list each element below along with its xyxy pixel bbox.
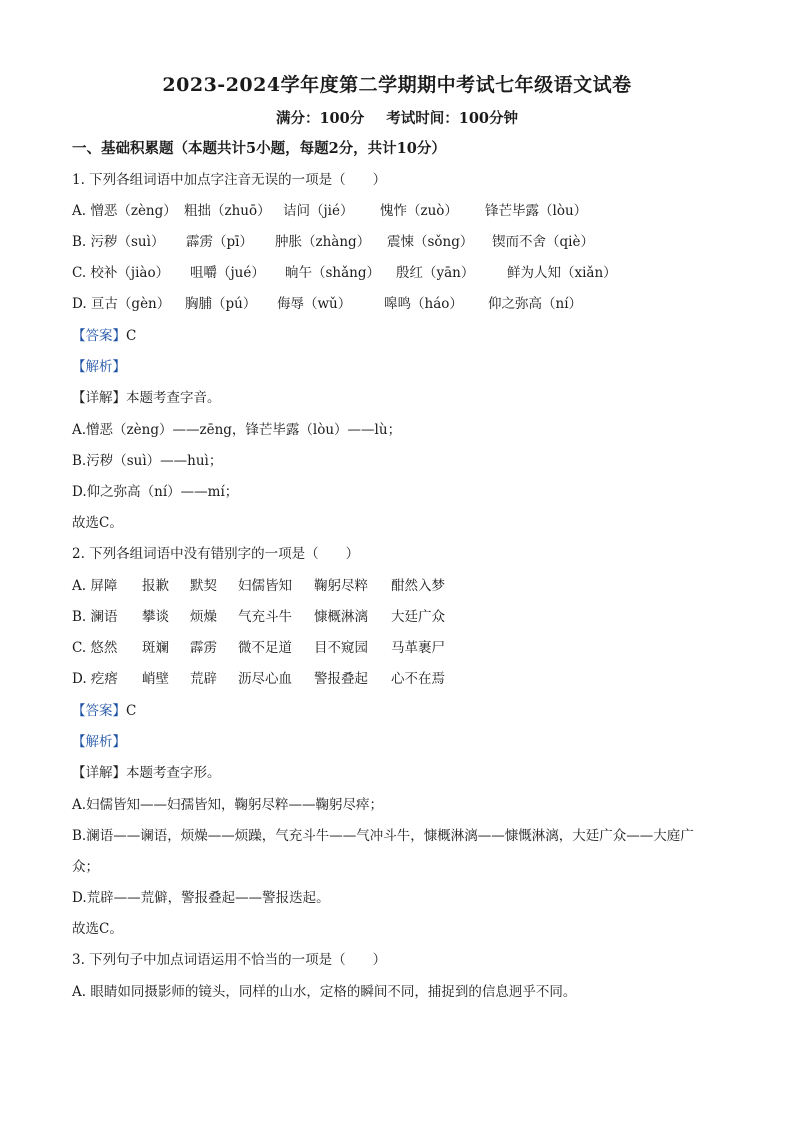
section-heading: 一、基础积累题（本题共计5小题，每题2分，共计10分） (72, 140, 446, 157)
q1-c-4: 殷红（yān） (396, 265, 475, 281)
q1-explain-2: B.污秽（suì）——huì； (72, 453, 223, 469)
q2-a-1: A. 屏障 (72, 578, 118, 594)
q1-b-4: 震悚（sǒng） (387, 234, 474, 250)
q2-explain-2-cont: 众； (72, 859, 99, 875)
q1-c-1: C. 校补（jiào） (72, 265, 170, 281)
q2-c-2: 斑斓 (142, 640, 169, 656)
q2-c-4: 微不足道 (238, 640, 292, 656)
q1-answer-tag: 【答案】 (72, 328, 126, 344)
q2-analysis-tag: 【解析】 (72, 734, 126, 750)
q2-b-5: 慷概淋漓 (314, 609, 368, 625)
q1-b-2: 霹雳（pī） (186, 234, 253, 250)
q2-b-4: 气充斗牛 (238, 609, 292, 625)
q2-option-b (72, 607, 445, 627)
q1-d-2: 胸脯（pú） (185, 296, 257, 312)
q1-c-2: 咀嚼（jué） (190, 265, 265, 281)
q2-b-1: B. 澜语 (72, 609, 118, 625)
q2-c-1: C. 悠然 (72, 640, 118, 656)
q2-explain-3: D.荒辟——荒僻，警报叠起——警报迭起。 (72, 890, 330, 906)
q2-explain-2: B.澜语——谰语，烦燥——烦躁，气充斗牛——气冲斗牛，慷概淋漓——慷慨淋漓，大廷广众——大庭广 (72, 828, 694, 844)
q1-answer (72, 326, 136, 346)
q1-b-3: 肿胀（zhàng） (275, 234, 371, 250)
q2-d-1: D. 疙瘩 (72, 671, 118, 687)
q1-explain-1: A.憎恶（zèng）——zēng，锋芒毕露（lòu）——lù； (72, 422, 402, 438)
q1-d-5: 仰之弥高（ní） (488, 296, 583, 312)
q2-b-6: 大廷广众 (391, 609, 445, 625)
q2-a-3: 默契 (190, 578, 217, 594)
q2-d-6: 心不在焉 (391, 671, 445, 687)
q1-answer-value: C (126, 328, 137, 344)
q2-d-5: 警报叠起 (314, 671, 368, 687)
q1-a-3: 诘问（jié） (283, 203, 354, 219)
q2-answer (72, 701, 136, 721)
q2-a-4: 妇儒皆知 (238, 578, 292, 594)
q1-a-1: A. 憎恶（zèng） (72, 203, 177, 219)
q2-answer-value: C (126, 703, 137, 719)
q1-a-5: 锋芒毕露（lòu） (485, 203, 588, 219)
q2-option-a (72, 576, 445, 596)
q2-answer-tag: 【答案】 (72, 703, 126, 719)
q1-b-5: 锲而不舍（qiè） (492, 234, 594, 250)
exam-title: 2023-2024学年度第二学期期中考试七年级语文试卷 (162, 74, 632, 96)
q2-d-4: 沥尽心血 (238, 671, 292, 687)
q1-c-3: 晌午（shǎng） (285, 265, 381, 281)
q3-option-a: A. 眼睛如同摄影师的镜头，同样的山水，定格的瞬间不同，捕捉到的信息迥乎不同。 (72, 984, 577, 1000)
q1-stem: 1. 下列各组词语中加点字注音无误的一项是（ ） (72, 172, 387, 188)
q1-a-2: 粗拙（zhuō） (184, 203, 271, 219)
q1-detail-text: 本题考查字音。 (126, 390, 221, 406)
q2-b-2: 攀谈 (142, 609, 169, 625)
q2-explain-1: A.妇儒皆知——妇孺皆知，鞠躬尽粹——鞠躬尽瘁； (72, 797, 384, 813)
full-score: 满分：100分 (275, 110, 365, 127)
q2-c-5: 目不窥园 (314, 640, 368, 656)
q1-d-1: D. 亘古（gèn） (72, 296, 171, 312)
q1-a-4: 愧怍（zuò） (380, 203, 458, 219)
q1-c-5: 鲜为人知（xiǎn） (507, 265, 617, 281)
q2-c-3: 霹雳 (190, 640, 217, 656)
q1-explain-3: D.仰之弥高（ní）——mí； (72, 484, 239, 500)
q1-detail-tag: 【详解】 (72, 390, 126, 406)
q2-d-2: 峭壁 (142, 671, 169, 687)
q2-c-6: 马革裹尸 (391, 640, 445, 656)
exam-time: 考试时间：100分钟 (386, 110, 519, 127)
q1-d-3: 侮辱（wǔ） (277, 296, 352, 312)
q1-analysis-tag: 【解析】 (72, 359, 126, 375)
q2-a-2: 报歉 (142, 578, 169, 594)
exam-subtitle (0, 107, 794, 128)
q2-detail-text: 本题考查字形。 (126, 765, 221, 781)
q2-d-3: 荒辟 (190, 671, 217, 687)
q2-option-c (72, 638, 445, 658)
q1-conclusion: 故选C。 (72, 515, 123, 531)
q2-stem: 2. 下列各组词语中没有错别字的一项是（ ） (72, 546, 360, 562)
q1-option-c (72, 263, 617, 283)
q1-detail (72, 388, 221, 408)
q1-option-a (72, 201, 587, 221)
q2-a-5: 鞠躬尽粹 (314, 578, 368, 594)
q2-detail (72, 763, 221, 783)
q1-option-d (72, 294, 582, 314)
q2-b-3: 烦燥 (190, 609, 217, 625)
q1-d-4: 嗥鸣（háo） (384, 296, 463, 312)
q1-b-1: B. 污秽（suì） (72, 234, 165, 250)
q1-option-b (72, 232, 594, 252)
q3-stem: 3. 下列句子中加点词语运用不恰当的一项是（ ） (72, 952, 387, 968)
q2-conclusion: 故选C。 (72, 921, 123, 937)
q2-a-6: 酣然入梦 (391, 578, 445, 594)
q2-detail-tag: 【详解】 (72, 765, 126, 781)
q2-option-d (72, 669, 445, 689)
